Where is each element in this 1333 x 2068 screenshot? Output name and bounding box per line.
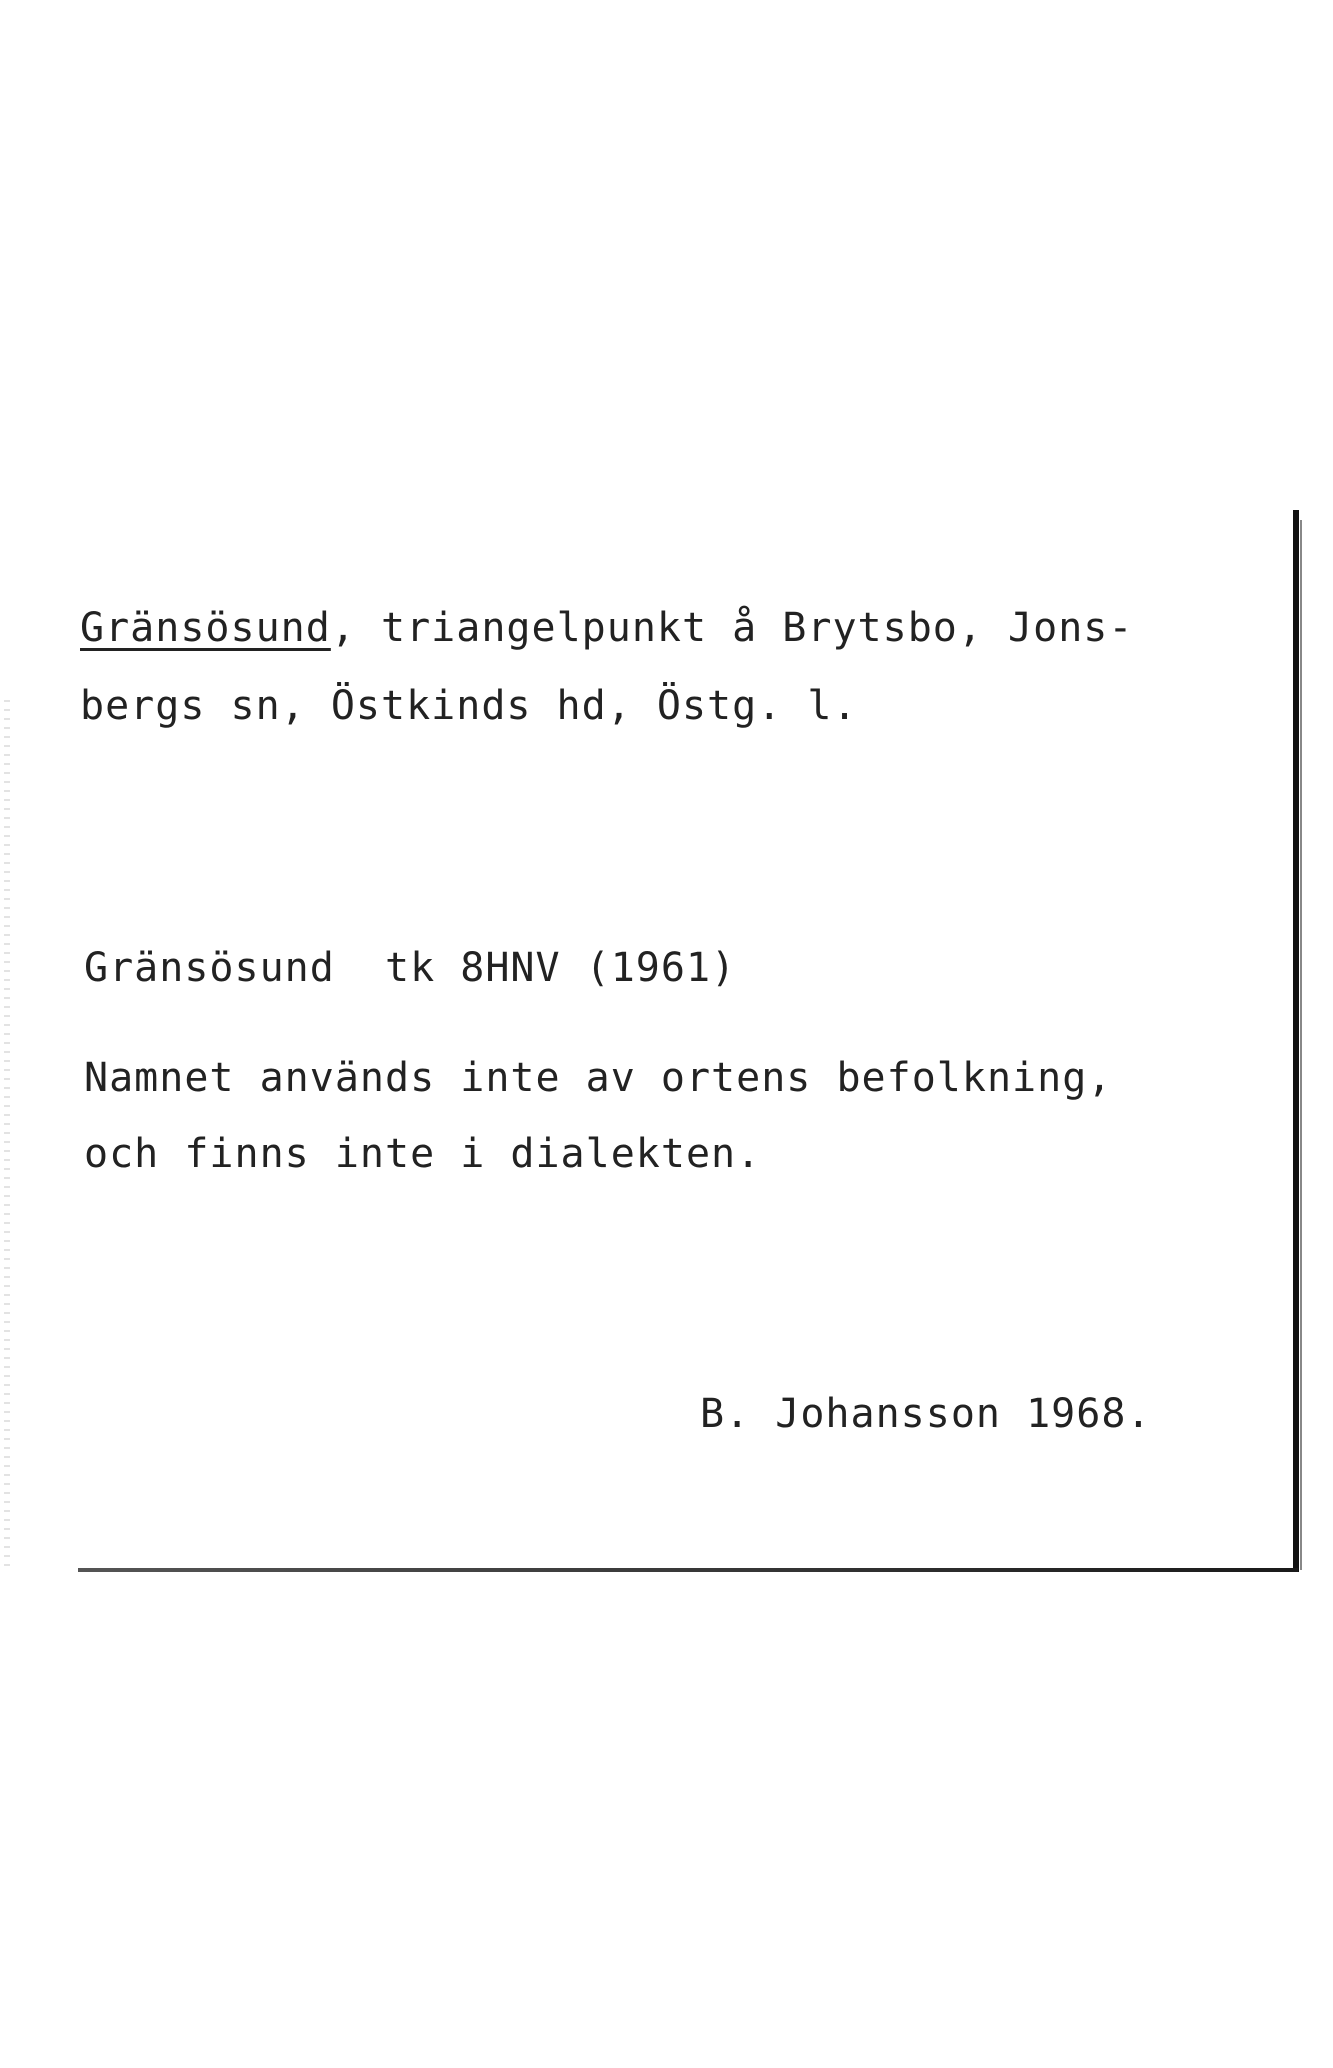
signature: B. Johansson 1968. [700, 1391, 1152, 1437]
headword: Gränsösund [80, 605, 331, 651]
card-left-speckle [4, 700, 10, 1570]
entry-line-2: bergs sn, Östkinds hd, Östg. l. [80, 683, 858, 729]
card-border-right-shadow [1300, 520, 1302, 1570]
note-line-2: och finns inte i dialekten. [84, 1131, 762, 1177]
card-border-bottom [78, 1568, 1298, 1572]
note-line-1: Namnet används inte av ortens befolkning, [84, 1055, 1113, 1101]
entry-line-1 [80, 604, 1133, 652]
map-reference-line: Gränsösund tk 8HNV (1961) [84, 945, 737, 991]
card-border-right [1293, 510, 1299, 1572]
entry-line-1-rest: , triangelpunkt å Brytsbo, Jons- [330, 605, 1134, 651]
